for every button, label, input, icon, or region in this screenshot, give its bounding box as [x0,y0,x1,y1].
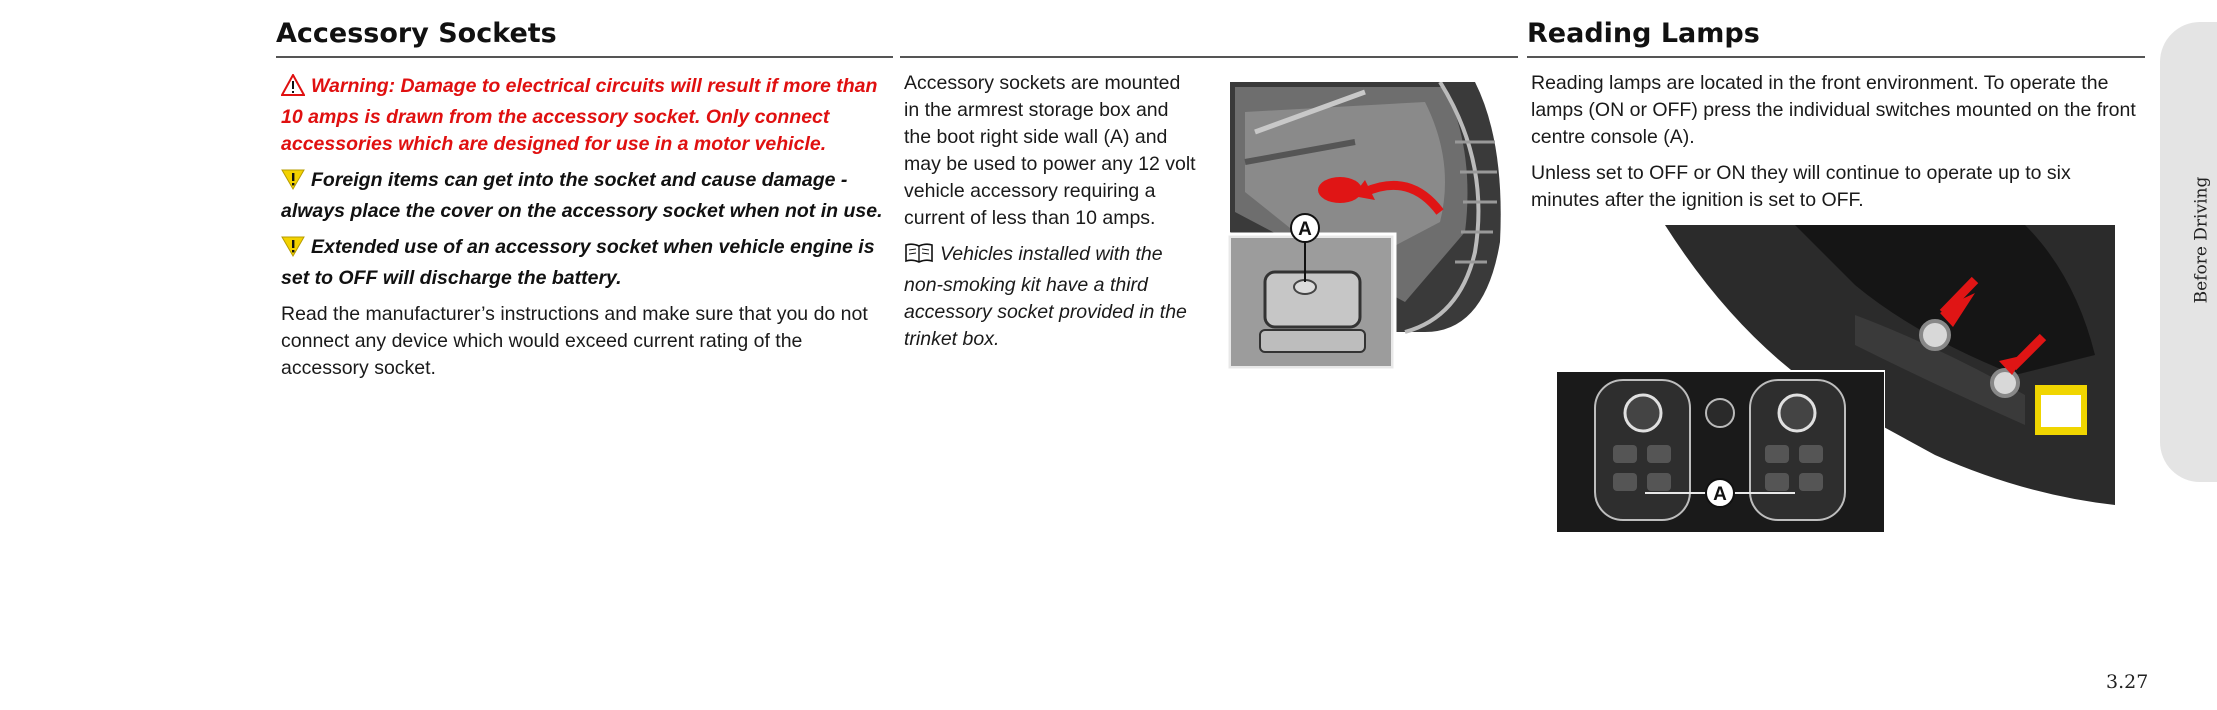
reading-lamps-column [1531,70,2143,223]
boot-figure-label-a: A [1298,219,1312,240]
book-icon [904,242,934,272]
accessory-left-column [281,73,891,391]
caution-icon [281,168,305,198]
reading-lamps-text-2: Unless set to OFF or ON they will continue to operate up to six minutes after the ignition is set to OFF. [1531,162,2071,211]
page-number: 3.27 [2106,671,2149,693]
caution-icon [281,235,305,265]
manufacturer-instructions-text: Read the manufacturer’s instructions and make sure that you do not connect any device which would exceed current rating of the accessory socket. [281,303,868,379]
caution-paragraph-1 [281,167,891,225]
warning-text: Warning: Damage to electrical circuits will result if more than 10 amps is drawn from the accessory socket. Only connect accessories which are designed for use in a motor vehicle. [281,75,878,155]
reading-lamps-text-1: Reading lamps are located in the front environment. To operate the lamps (ON or OFF) press the individual switches mounted on the front centre console (A). [1531,72,2136,148]
boot-socket-figure [1225,82,1505,372]
accessory-middle-column [904,70,1199,362]
warning-triangle-icon [281,74,305,104]
section-rule-left [276,56,893,58]
chapter-tab-text: Before Driving [2191,176,2211,304]
section-rule-right [1527,56,2145,58]
section-title-reading-lamps: Reading Lamps [1527,18,1760,49]
caution-text-1: Foreign items can get into the socket and cause damage - always place the cover on the accessory socket when not in use. [281,169,883,222]
caution-text-2: Extended use of an accessory socket when vehicle engine is set to OFF will discharge the battery. [281,236,875,289]
note-paragraph [904,241,1199,353]
section-rule-middle [900,56,1518,58]
chapter-tab-label [2186,110,2216,370]
reading-lamps-figure [1555,225,2117,535]
accessory-mount-text: Accessory sockets are mounted in the armrest storage box and the boot right side wall (A) and may be used to power any 12 volt vehicle accessory requiring a current of less than 10 amps. [904,72,1196,229]
warning-paragraph [281,73,891,158]
note-text: Vehicles installed with the non-smoking kit have a third accessory socket provided in the trinket box. [904,243,1187,350]
caution-paragraph-2 [281,234,891,292]
console-figure-label-a: A [1713,484,1727,505]
section-title-accessory-sockets: Accessory Sockets [276,18,557,49]
